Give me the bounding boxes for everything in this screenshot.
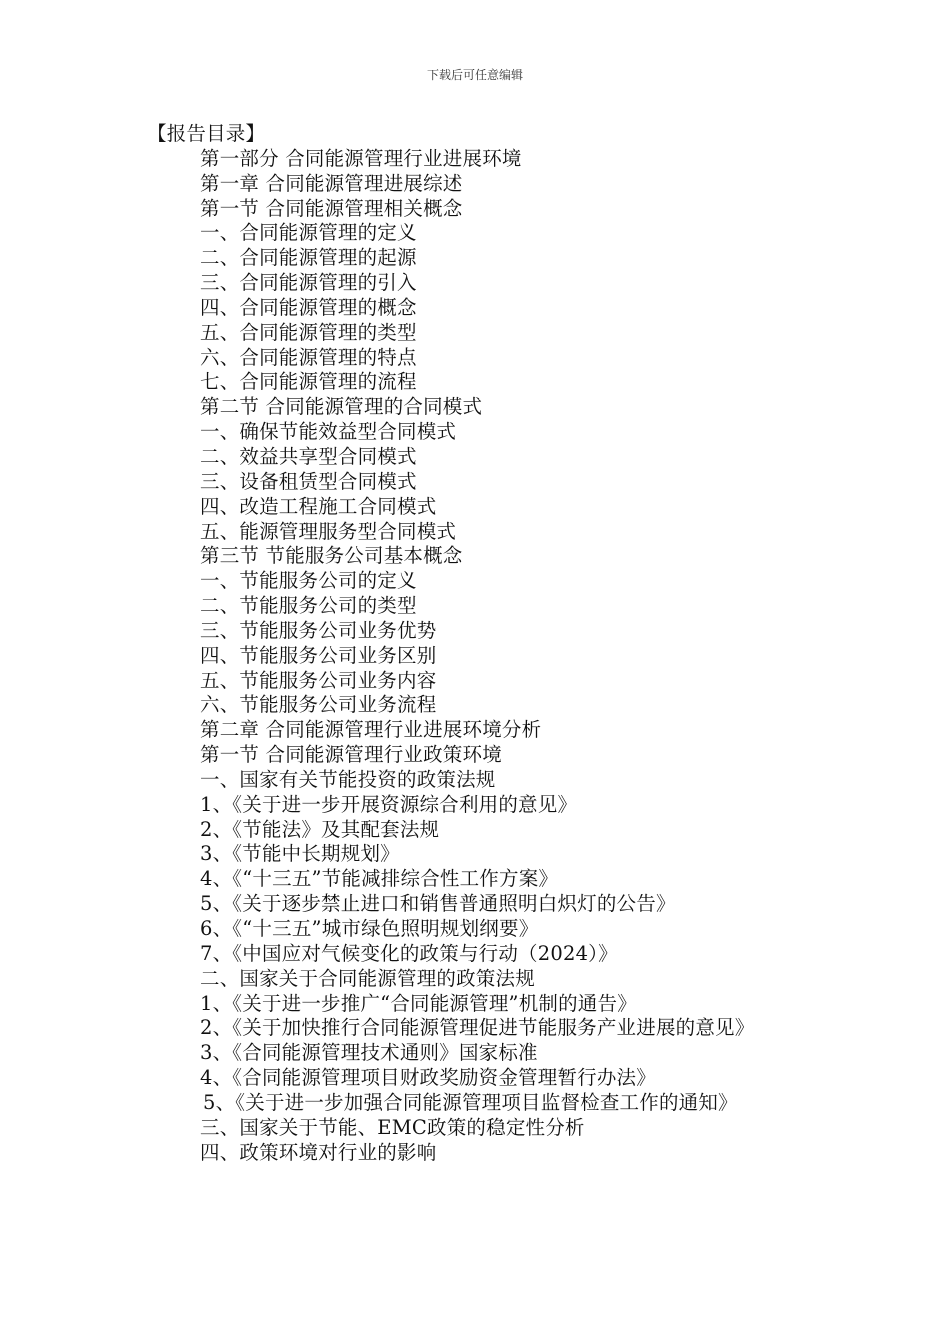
toc-subitem-wrapped: 2、《关于加快推行合同能源管理促进节能服务产业进展的意见》 bbox=[200, 1016, 755, 1040]
toc-subitem: 4、《合同能源管理项目财政奖励资金管理暂行办法》 bbox=[200, 1066, 656, 1090]
toc-subitem-wrapped: 5、《关于进一步加强合同能源管理项目监督检查工作的通知》 bbox=[203, 1090, 738, 1114]
toc-item: 七、合同能源管理的流程 bbox=[200, 370, 417, 394]
toc-subitem: 3、《节能中长期规划》 bbox=[200, 842, 400, 866]
toc-item: 四、合同能源管理的概念 bbox=[200, 295, 417, 319]
toc-subitem: 7、《中国应对气候变化的政策与行动（2024）》 bbox=[200, 941, 618, 965]
toc-item: 六、节能服务公司业务流程 bbox=[200, 693, 437, 717]
toc-item: 四、节能服务公司业务区别 bbox=[200, 643, 437, 667]
toc-subitem: 4、《“十三五”节能减排综合性工作方案》 bbox=[200, 867, 559, 891]
toc-title: 【报告目录】 bbox=[147, 122, 266, 145]
toc-item: 二、国家关于合同能源管理的政策法规 bbox=[200, 966, 535, 990]
toc-section-heading: 第三节 节能服务公司基本概念 bbox=[200, 544, 463, 568]
toc-subitem: 1、《关于进一步开展资源综合利用的意见》 bbox=[200, 792, 578, 816]
toc-item: 一、国家有关节能投资的政策法规 bbox=[200, 767, 496, 791]
toc-item: 五、能源管理服务型合同模式 bbox=[200, 519, 457, 543]
toc-subitem: 5、《关于逐步禁止进口和销售普通照明白炽灯的公告》 bbox=[200, 892, 676, 916]
toc-item: 三、合同能源管理的引入 bbox=[200, 271, 417, 295]
toc-subitem: 3、《合同能源管理技术通则》国家标准 bbox=[200, 1041, 538, 1065]
toc-chapter-heading: 第二章 合同能源管理行业进展环境分析 bbox=[200, 718, 542, 742]
toc-section-heading: 第二节 合同能源管理的合同模式 bbox=[200, 395, 483, 419]
toc-item: 五、合同能源管理的类型 bbox=[200, 320, 417, 344]
table-of-contents bbox=[147, 122, 817, 1165]
toc-item: 二、节能服务公司的类型 bbox=[200, 594, 417, 618]
toc-section-heading: 第一节 合同能源管理相关概念 bbox=[200, 196, 463, 220]
toc-subitem: 6、《“十三五”城市绿色照明规划纲要》 bbox=[200, 917, 539, 940]
toc-item: 二、合同能源管理的起源 bbox=[200, 246, 417, 270]
toc-item: 三、国家关于节能、EMC政策的稳定性分析 bbox=[200, 1115, 585, 1139]
toc-item: 三、设备租赁型合同模式 bbox=[200, 469, 417, 493]
toc-subitem: 2、《节能法》及其配套法规 bbox=[200, 817, 440, 841]
toc-item: 一、确保节能效益型合同模式 bbox=[200, 420, 457, 444]
page-header-note: 下载后可任意编辑 bbox=[426, 68, 523, 82]
toc-item: 五、节能服务公司业务内容 bbox=[200, 668, 437, 692]
toc-item: 三、节能服务公司业务优势 bbox=[200, 618, 437, 642]
toc-section-heading: 第一节 合同能源管理行业政策环境 bbox=[200, 743, 502, 767]
toc-part-heading: 第一部分 合同能源管理行业进展环境 bbox=[200, 146, 522, 170]
toc-item: 二、效益共享型合同模式 bbox=[200, 444, 417, 468]
toc-subitem: 1、《关于进一步推广“合同能源管理”机制的通告》 bbox=[200, 991, 637, 1015]
toc-item: 四、政策环境对行业的影响 bbox=[200, 1140, 437, 1164]
toc-item: 四、改造工程施工合同模式 bbox=[200, 494, 437, 518]
toc-item: 一、节能服务公司的定义 bbox=[200, 569, 417, 593]
toc-item: 一、合同能源管理的定义 bbox=[200, 221, 417, 245]
toc-chapter-heading: 第一章 合同能源管理进展综述 bbox=[200, 171, 463, 195]
toc-item: 六、合同能源管理的特点 bbox=[200, 345, 417, 369]
